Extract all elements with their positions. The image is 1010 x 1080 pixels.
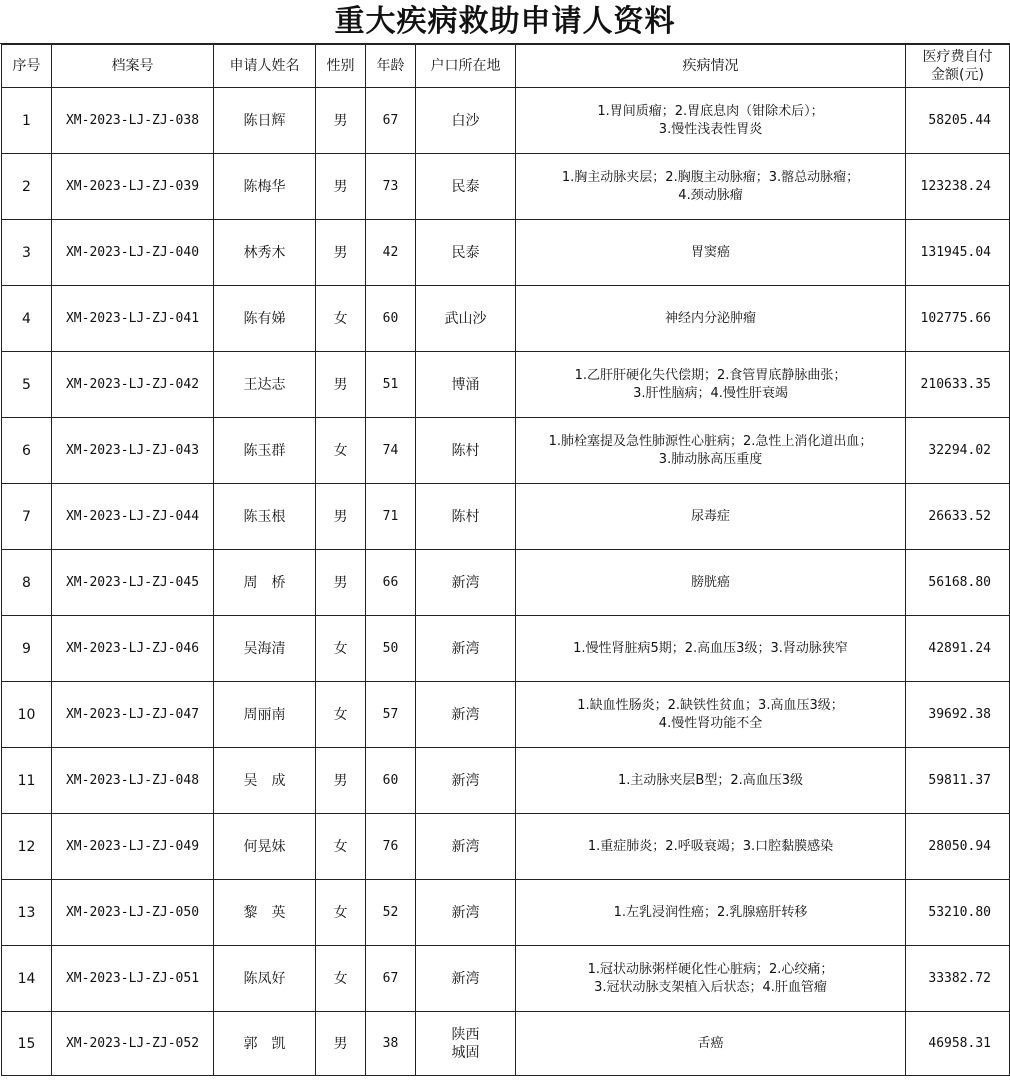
cell-age: 71 — [366, 484, 416, 550]
header-residence: 户口所在地 — [416, 45, 516, 88]
header-gender: 性别 — [316, 45, 366, 88]
cell-file-no: XM-2023-LJ-ZJ-046 — [52, 616, 214, 682]
cell-name: 陈凤好 — [214, 946, 316, 1012]
cell-name: 黎 英 — [214, 880, 316, 946]
cell-disease — [516, 88, 906, 154]
cell-name: 林秀木 — [214, 220, 316, 286]
cell-age: 38 — [366, 1012, 416, 1076]
cell-residence: 陈村 — [416, 418, 516, 484]
page-title: 重大疾病救助申请人资料 — [0, 0, 1010, 44]
header-seq: 序号 — [2, 45, 52, 88]
cell-gender: 女 — [316, 682, 366, 748]
cell-gender: 男 — [316, 88, 366, 154]
cell-residence: 武山沙 — [416, 286, 516, 352]
table-row — [2, 220, 1010, 286]
cell-gender: 女 — [316, 814, 366, 880]
cell-seq: 15 — [2, 1012, 52, 1076]
header-file-no: 档案号 — [52, 45, 214, 88]
disease-line-1: 胃窦癌 — [690, 244, 730, 260]
cell-seq: 12 — [2, 814, 52, 880]
disease-line-1: 神经内分泌肿瘤 — [664, 310, 756, 326]
cell-disease — [516, 748, 906, 814]
header-disease: 疾病情况 — [516, 45, 906, 88]
cell-disease — [516, 880, 906, 946]
cell-residence: 陕西 城固 — [416, 1012, 516, 1076]
cell-amount: 33382.72 — [906, 946, 1010, 1012]
cell-name: 吴海清 — [214, 616, 316, 682]
table-row — [2, 1012, 1010, 1076]
cell-disease — [516, 550, 906, 616]
cell-gender: 女 — [316, 946, 366, 1012]
cell-age: 73 — [366, 154, 416, 220]
cell-seq: 3 — [2, 220, 52, 286]
cell-gender: 女 — [316, 616, 366, 682]
table-row — [2, 946, 1010, 1012]
cell-age: 67 — [366, 946, 416, 1012]
cell-name: 周丽南 — [214, 682, 316, 748]
cell-file-no: XM-2023-LJ-ZJ-038 — [52, 88, 214, 154]
cell-gender: 男 — [316, 352, 366, 418]
table-row — [2, 418, 1010, 484]
cell-amount: 28050.94 — [906, 814, 1010, 880]
cell-residence: 新湾 — [416, 748, 516, 814]
cell-residence: 新湾 — [416, 880, 516, 946]
disease-line-2: 3.肺动脉高压重度 — [658, 451, 763, 467]
cell-disease — [516, 616, 906, 682]
table-body — [2, 88, 1010, 1076]
cell-disease — [516, 682, 906, 748]
cell-name: 何晃妹 — [214, 814, 316, 880]
cell-residence: 新湾 — [416, 682, 516, 748]
disease-line-1: 1.重症肺炎；2.呼吸衰竭；3.口腔黏膜感染 — [587, 838, 834, 854]
cell-seq: 8 — [2, 550, 52, 616]
cell-seq: 10 — [2, 682, 52, 748]
disease-line-1: 1.乙肝肝硬化失代偿期；2.食管胃底静脉曲张； — [574, 367, 847, 383]
table-row — [2, 154, 1010, 220]
cell-file-no: XM-2023-LJ-ZJ-044 — [52, 484, 214, 550]
cell-age: 67 — [366, 88, 416, 154]
cell-age: 51 — [366, 352, 416, 418]
disease-line-1: 舌癌 — [697, 1035, 724, 1051]
cell-disease — [516, 946, 906, 1012]
disease-line-1: 1.慢性肾脏病5期；2.高血压3级；3.肾动脉狭窄 — [573, 640, 848, 656]
cell-gender: 男 — [316, 154, 366, 220]
cell-residence: 新湾 — [416, 946, 516, 1012]
table-row — [2, 286, 1010, 352]
cell-name: 陈玉群 — [214, 418, 316, 484]
disease-line-1: 1.缺血性肠炎；2.缺铁性贫血；3.高血压3级； — [577, 697, 844, 713]
cell-file-no: XM-2023-LJ-ZJ-043 — [52, 418, 214, 484]
cell-seq: 6 — [2, 418, 52, 484]
cell-gender: 女 — [316, 418, 366, 484]
header-age: 年龄 — [366, 45, 416, 88]
cell-age: 60 — [366, 286, 416, 352]
cell-amount: 53210.80 — [906, 880, 1010, 946]
cell-amount: 56168.80 — [906, 550, 1010, 616]
cell-gender: 男 — [316, 484, 366, 550]
cell-residence: 民泰 — [416, 220, 516, 286]
cell-gender: 男 — [316, 550, 366, 616]
cell-amount: 26633.52 — [906, 484, 1010, 550]
disease-line-1: 1.冠状动脉粥样硬化性心脏病；2.心绞痛； — [587, 961, 834, 977]
cell-gender: 女 — [316, 286, 366, 352]
cell-disease — [516, 418, 906, 484]
header-amount — [906, 45, 1010, 88]
cell-seq: 1 — [2, 88, 52, 154]
cell-age: 74 — [366, 418, 416, 484]
cell-disease — [516, 484, 906, 550]
cell-seq: 5 — [2, 352, 52, 418]
disease-line-2: 3.冠状动脉支架植入后状态；4.肝血管瘤 — [594, 979, 827, 995]
cell-name: 陈梅华 — [214, 154, 316, 220]
cell-age: 76 — [366, 814, 416, 880]
cell-gender: 男 — [316, 220, 366, 286]
cell-residence: 新湾 — [416, 814, 516, 880]
cell-seq: 13 — [2, 880, 52, 946]
cell-file-no: XM-2023-LJ-ZJ-048 — [52, 748, 214, 814]
cell-residence: 新湾 — [416, 550, 516, 616]
cell-amount: 39692.38 — [906, 682, 1010, 748]
disease-line-1: 膀胱癌 — [690, 574, 730, 590]
cell-disease — [516, 814, 906, 880]
table-row — [2, 616, 1010, 682]
table-row — [2, 352, 1010, 418]
table-row — [2, 484, 1010, 550]
cell-residence: 白沙 — [416, 88, 516, 154]
cell-name: 陈日辉 — [214, 88, 316, 154]
cell-disease — [516, 1012, 906, 1076]
cell-file-no: XM-2023-LJ-ZJ-052 — [52, 1012, 214, 1076]
disease-line-2: 3.肝性脑病；4.慢性肝衰竭 — [633, 385, 788, 401]
table-row — [2, 682, 1010, 748]
cell-disease — [516, 154, 906, 220]
cell-name: 王达志 — [214, 352, 316, 418]
cell-amount: 102775.66 — [906, 286, 1010, 352]
disease-line-2: 4.颈动脉瘤 — [678, 187, 743, 203]
table-header — [2, 45, 1010, 88]
cell-file-no: XM-2023-LJ-ZJ-042 — [52, 352, 214, 418]
header-name: 申请人姓名 — [214, 45, 316, 88]
cell-disease — [516, 352, 906, 418]
cell-file-no: XM-2023-LJ-ZJ-047 — [52, 682, 214, 748]
cell-gender: 女 — [316, 880, 366, 946]
cell-name: 陈玉根 — [214, 484, 316, 550]
disease-line-1: 1.主动脉夹层B型；2.高血压3级 — [618, 772, 803, 788]
disease-line-1: 1.胸主动脉夹层；2.胸腹主动脉瘤；3.髂总动脉瘤； — [561, 169, 860, 185]
cell-file-no: XM-2023-LJ-ZJ-040 — [52, 220, 214, 286]
table-row — [2, 880, 1010, 946]
applicant-table — [1, 44, 1010, 1076]
cell-amount: 210633.35 — [906, 352, 1010, 418]
cell-gender: 男 — [316, 748, 366, 814]
cell-name: 周 桥 — [214, 550, 316, 616]
cell-disease — [516, 220, 906, 286]
header-row — [2, 45, 1010, 88]
cell-amount: 32294.02 — [906, 418, 1010, 484]
table-row — [2, 550, 1010, 616]
cell-seq: 14 — [2, 946, 52, 1012]
cell-amount: 59811.37 — [906, 748, 1010, 814]
cell-age: 42 — [366, 220, 416, 286]
cell-age: 57 — [366, 682, 416, 748]
table-row — [2, 814, 1010, 880]
header-amount-line1: 医疗费自付 — [922, 49, 993, 65]
cell-amount: 123238.24 — [906, 154, 1010, 220]
disease-line-1: 1.左乳浸润性癌；2.乳腺癌肝转移 — [613, 904, 808, 920]
cell-file-no: XM-2023-LJ-ZJ-049 — [52, 814, 214, 880]
cell-name: 陈有娣 — [214, 286, 316, 352]
cell-age: 66 — [366, 550, 416, 616]
cell-amount: 131945.04 — [906, 220, 1010, 286]
cell-age: 50 — [366, 616, 416, 682]
cell-seq: 2 — [2, 154, 52, 220]
cell-disease — [516, 286, 906, 352]
cell-amount: 42891.24 — [906, 616, 1010, 682]
cell-residence: 民泰 — [416, 154, 516, 220]
disease-line-1: 尿毒症 — [690, 508, 730, 524]
cell-seq: 9 — [2, 616, 52, 682]
cell-gender: 男 — [316, 1012, 366, 1076]
cell-residence: 新湾 — [416, 616, 516, 682]
cell-file-no: XM-2023-LJ-ZJ-039 — [52, 154, 214, 220]
cell-residence: 陈村 — [416, 484, 516, 550]
header-amount-line2: 金额(元) — [931, 67, 984, 83]
table-row — [2, 748, 1010, 814]
disease-line-1: 1.肺栓塞提及急性肺源性心脏病；2.急性上消化道出血； — [548, 433, 873, 449]
cell-amount: 46958.31 — [906, 1012, 1010, 1076]
disease-line-2: 4.慢性肾功能不全 — [658, 715, 763, 731]
cell-seq: 4 — [2, 286, 52, 352]
cell-seq: 7 — [2, 484, 52, 550]
cell-file-no: XM-2023-LJ-ZJ-041 — [52, 286, 214, 352]
cell-file-no: XM-2023-LJ-ZJ-051 — [52, 946, 214, 1012]
disease-line-1: 1.胃间质瘤；2.胃底息肉（钳除术后）； — [597, 103, 824, 119]
table-row — [2, 88, 1010, 154]
disease-line-2: 3.慢性浅表性胃炎 — [658, 121, 763, 137]
cell-file-no: XM-2023-LJ-ZJ-045 — [52, 550, 214, 616]
cell-age: 60 — [366, 748, 416, 814]
cell-seq: 11 — [2, 748, 52, 814]
cell-file-no: XM-2023-LJ-ZJ-050 — [52, 880, 214, 946]
cell-amount: 58205.44 — [906, 88, 1010, 154]
cell-name: 郭 凯 — [214, 1012, 316, 1076]
cell-age: 52 — [366, 880, 416, 946]
cell-name: 吴 成 — [214, 748, 316, 814]
cell-residence: 博涌 — [416, 352, 516, 418]
